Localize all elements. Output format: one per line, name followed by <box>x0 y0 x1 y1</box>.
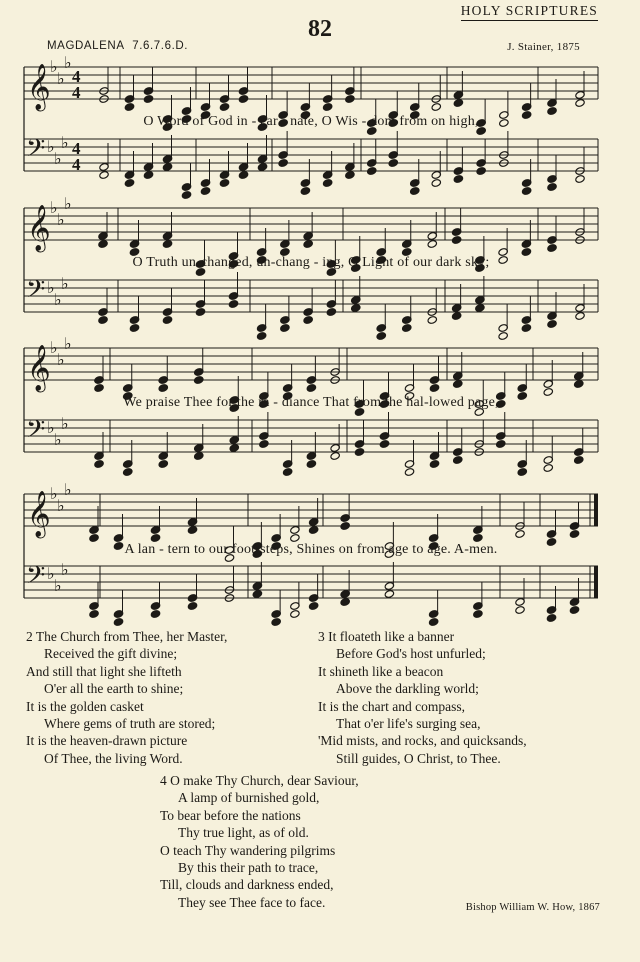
flat-icon: ♭ <box>61 133 69 152</box>
notehead <box>345 95 355 104</box>
notehead <box>476 167 486 176</box>
verse-line: Before God's host unfurled; <box>336 646 486 662</box>
notehead <box>543 464 553 473</box>
verse-number: 3 <box>318 629 325 644</box>
verse-line: By this their path to trace, <box>178 860 319 876</box>
verse-line: Where gems of truth are stored; <box>44 716 216 732</box>
notehead <box>129 324 139 333</box>
flat-icon: ♭ <box>47 278 55 297</box>
notehead <box>521 187 531 196</box>
verse-line: It shineth like a beacon <box>318 663 444 679</box>
notehead <box>547 183 557 192</box>
lyric-line-2: O Truth un-changed, un-chang - ing, O Light of our dark sky; <box>132 255 490 270</box>
flat-icon: ♭ <box>50 338 58 357</box>
notehead <box>181 191 191 200</box>
flat-icon: ♭ <box>47 418 55 437</box>
notehead <box>326 308 336 317</box>
notehead <box>282 468 292 477</box>
flat-icon: ♭ <box>57 350 65 369</box>
notehead <box>238 95 248 104</box>
verse-line: 'Mid mists, and rocks, and quicksands, <box>318 733 527 749</box>
notehead <box>451 236 461 245</box>
notehead <box>515 530 525 539</box>
verse-line: They see Thee face to face. <box>178 894 326 910</box>
notehead <box>143 95 153 104</box>
notehead <box>453 99 463 108</box>
verse-line: And still that light she lifteth <box>26 663 182 679</box>
time-signature-denominator: 4 <box>72 83 81 102</box>
notehead <box>187 602 197 611</box>
flat-icon: ♭ <box>50 57 58 76</box>
notehead <box>453 380 463 389</box>
notehead <box>431 179 441 188</box>
notehead <box>195 308 205 317</box>
notehead <box>158 384 168 393</box>
composer-credit: J. Stainer, 1875 <box>507 41 580 53</box>
notehead <box>94 384 104 393</box>
time-signature-numerator: 4 <box>72 67 81 86</box>
bass-clef-icon: 𝄢 <box>26 275 46 310</box>
notehead <box>306 460 316 469</box>
notehead <box>453 456 463 465</box>
verse-4 <box>160 772 359 911</box>
notehead <box>290 610 300 619</box>
flat-icon: ♭ <box>47 564 55 583</box>
flat-icon: ♭ <box>50 484 58 503</box>
notehead <box>89 610 99 619</box>
notehead <box>345 171 355 180</box>
verse-line: Of Thee, the living Word. <box>44 750 183 766</box>
notehead <box>194 376 204 385</box>
verse-number: 4 <box>160 773 167 788</box>
flat-icon: ♭ <box>54 430 62 449</box>
notehead <box>340 598 350 607</box>
time-signature-numerator: 4 <box>72 139 81 158</box>
treble-clef-icon: 𝄞 <box>27 205 51 251</box>
notehead <box>575 312 585 321</box>
notehead <box>330 452 340 461</box>
notehead <box>404 468 414 477</box>
notehead <box>569 606 579 615</box>
hymn-number: 82 <box>308 16 332 42</box>
verse-line: Thy true light, as of old. <box>178 825 309 841</box>
notehead <box>113 618 123 627</box>
notehead <box>427 240 437 249</box>
verse-line: 4 O make Thy Church, dear Saviour, <box>160 773 359 788</box>
flat-icon: ♭ <box>50 198 58 217</box>
flat-icon: ♭ <box>64 194 72 213</box>
treble-clef-icon: 𝄞 <box>27 345 51 391</box>
author-credit: Bishop William W. How, 1867 <box>465 902 600 913</box>
notehead <box>238 171 248 180</box>
verse-line: Till, clouds and darkness ended, <box>160 877 334 893</box>
notehead <box>271 618 281 627</box>
notehead <box>451 312 461 321</box>
final-barline <box>594 494 598 526</box>
notehead <box>280 324 290 333</box>
notehead <box>322 103 332 112</box>
verse-line: That o'er life's surging sea, <box>336 716 481 732</box>
notehead <box>303 316 313 325</box>
notehead <box>194 452 204 461</box>
flat-icon: ♭ <box>57 210 65 229</box>
notehead <box>257 163 267 172</box>
notehead <box>351 304 361 313</box>
notehead <box>388 159 398 168</box>
notehead <box>228 300 238 309</box>
notehead <box>158 460 168 469</box>
notehead <box>278 159 288 168</box>
notehead <box>429 384 439 393</box>
flat-icon: ♭ <box>61 274 69 293</box>
notehead <box>429 460 439 469</box>
flat-icon: ♭ <box>64 480 72 499</box>
notehead <box>547 244 557 253</box>
verse-3 <box>318 628 527 767</box>
notehead <box>259 440 269 449</box>
flat-icon: ♭ <box>57 69 65 88</box>
verse-line: It is the golden casket <box>26 698 144 714</box>
lyric-line-3: We praise Thee for the ra - diance That from the hal-lowed page, <box>123 395 499 410</box>
notehead <box>575 175 585 184</box>
notehead <box>200 187 210 196</box>
notehead <box>473 610 483 619</box>
verse-line: A lamp of burnished gold, <box>178 790 320 806</box>
notehead <box>123 468 133 477</box>
flat-icon: ♭ <box>61 560 69 579</box>
flat-icon: ♭ <box>54 149 62 168</box>
notehead <box>547 320 557 329</box>
verse-number: 2 <box>26 629 33 644</box>
notehead <box>162 316 172 325</box>
notehead <box>306 384 316 393</box>
notehead <box>354 448 364 457</box>
flat-icon: ♭ <box>54 290 62 309</box>
notehead <box>575 99 585 108</box>
notehead <box>219 103 229 112</box>
verse-line: O teach Thy wandering pilgrims <box>160 842 336 858</box>
notehead <box>229 444 239 453</box>
notehead <box>427 316 437 325</box>
treble-clef-icon: 𝄞 <box>27 491 51 537</box>
verse-line: 2 The Church from Thee, her Master, <box>26 629 228 644</box>
flat-icon: ♭ <box>64 334 72 353</box>
notehead <box>367 167 377 176</box>
notehead <box>219 179 229 188</box>
bass-clef-icon: 𝄢 <box>26 415 46 450</box>
notehead <box>94 460 104 469</box>
notehead <box>303 240 313 249</box>
notehead <box>574 456 584 465</box>
notehead <box>428 618 438 627</box>
notehead <box>546 614 556 623</box>
verse-line: Still guides, O Christ, to Thee. <box>336 750 501 766</box>
notehead <box>515 606 525 615</box>
notehead <box>99 171 109 180</box>
notehead <box>376 332 386 341</box>
flat-icon: ♭ <box>47 137 55 156</box>
tune-title: MAGDALENA <box>47 40 125 52</box>
notehead <box>308 526 318 535</box>
notehead <box>143 171 153 180</box>
verse-line: To bear before the nations <box>160 807 301 823</box>
notehead <box>252 590 262 599</box>
notehead <box>162 163 172 172</box>
verse-line: O'er all the earth to shine; <box>44 681 184 697</box>
notehead <box>410 187 420 196</box>
notehead <box>453 175 463 184</box>
notehead <box>256 332 266 341</box>
notehead <box>402 324 412 333</box>
flat-icon: ♭ <box>54 576 62 595</box>
notehead <box>187 526 197 535</box>
notehead <box>124 179 134 188</box>
notehead <box>521 324 531 333</box>
verse-line: It is the heaven-drawn picture <box>26 733 188 749</box>
notehead <box>431 103 441 112</box>
notehead <box>475 304 485 313</box>
notehead <box>379 440 389 449</box>
final-barline <box>594 566 598 598</box>
bass-clef-icon: 𝄢 <box>26 134 46 169</box>
notehead <box>574 380 584 389</box>
notehead <box>308 602 318 611</box>
flat-icon: ♭ <box>57 496 65 515</box>
notehead <box>569 530 579 539</box>
time-signature-denominator: 4 <box>72 155 81 174</box>
notehead <box>517 468 527 477</box>
notehead <box>340 522 350 531</box>
lyric-line-4: A lan - tern to our foot-steps, Shines on from age to age. A-men. <box>124 542 498 557</box>
verse-line: It is the chart and compass, <box>318 698 465 714</box>
notehead <box>124 103 134 112</box>
flat-icon: ♭ <box>61 414 69 433</box>
notehead <box>496 440 506 449</box>
verse-line: 3 It floateth like a banner <box>318 629 455 644</box>
notehead <box>322 179 332 188</box>
section-heading: HOLY SCRIPTURES <box>461 3 598 21</box>
notehead <box>98 240 108 249</box>
notehead <box>498 332 508 341</box>
treble-clef-icon: 𝄞 <box>27 64 51 110</box>
verse-2 <box>26 628 227 767</box>
verse-line: Received the gift divine; <box>44 646 178 662</box>
verse-line: Above the darkling world; <box>336 681 479 697</box>
lyric-line-1: O Word of God in - car - nate, O Wis - dom from on high, <box>143 114 479 129</box>
notehead <box>300 187 310 196</box>
notehead <box>98 316 108 325</box>
notehead <box>384 590 394 599</box>
bass-clef-icon: 𝄢 <box>26 561 46 596</box>
notehead <box>150 610 160 619</box>
tune-meter: 7.6.7.6.D. <box>132 40 189 52</box>
notehead <box>162 240 172 249</box>
flat-icon: ♭ <box>64 53 72 72</box>
